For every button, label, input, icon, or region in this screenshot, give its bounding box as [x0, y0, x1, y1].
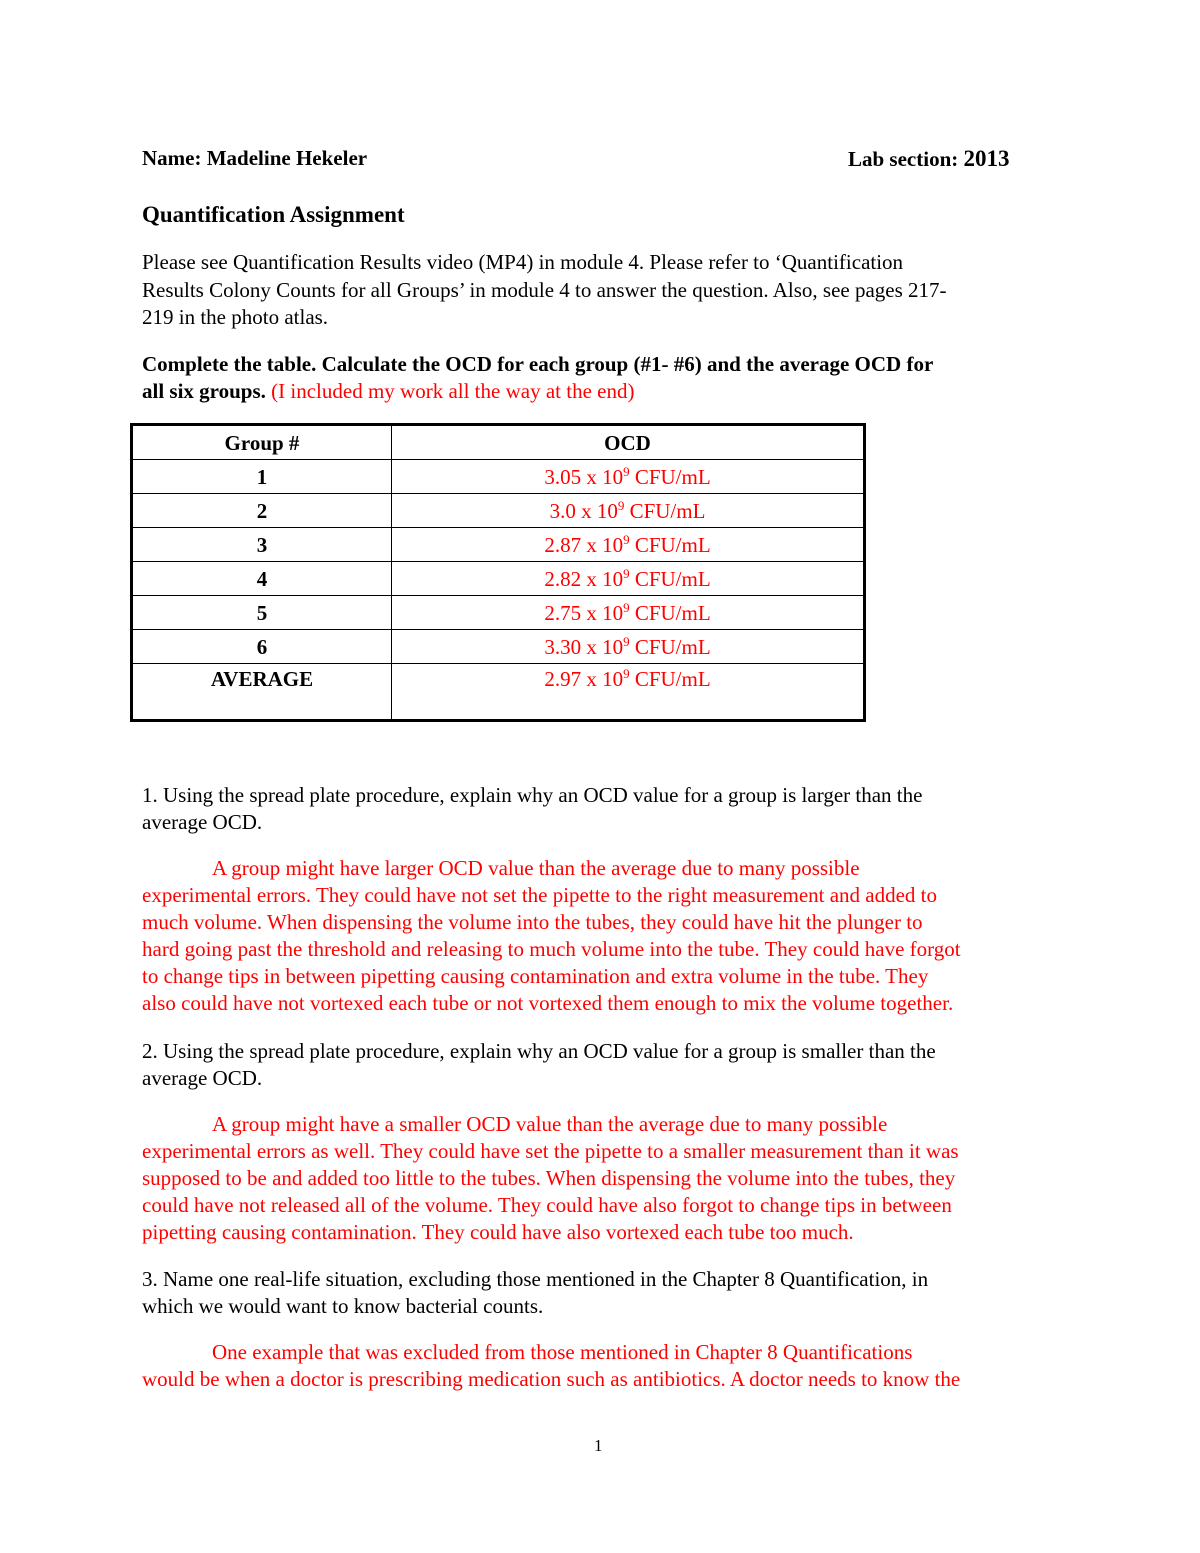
table-row — [132, 460, 865, 494]
ocd-cell — [392, 528, 865, 562]
ocd-unit: CFU/mL — [629, 532, 711, 557]
answer-line: A group might have larger OCD value than the average due to many possible — [212, 856, 860, 880]
ocd-exponent: 9 — [623, 633, 630, 649]
ocd-mantissa: 3.05 x 10 — [544, 464, 624, 489]
ocd-unit: CFU/mL — [629, 566, 711, 591]
student-name: Name: Madeline Hekeler — [142, 146, 368, 170]
question-line: average OCD. — [142, 810, 263, 834]
group-cell: AVERAGE — [132, 664, 392, 721]
ocd-cell — [392, 494, 865, 528]
lab-section-value: 2013 — [963, 146, 1010, 171]
question-line: 3. Name one real-life situation, excluding those mentioned in the Chapter 8 Quantification, in — [142, 1267, 929, 1291]
lab-section — [848, 146, 1010, 172]
group-cell: 5 — [132, 596, 392, 630]
table-row-average — [132, 664, 865, 721]
question-line: 1. Using the spread plate procedure, explain why an OCD value for a group is larger than the — [142, 783, 923, 807]
answer-line: A group might have a smaller OCD value than the average due to many possible — [212, 1112, 888, 1136]
ocd-mantissa: 2.97 x 10 — [544, 667, 624, 691]
instructions-note: (I included my work all the way at the end) — [271, 379, 635, 403]
lab-section-label: Lab section: — [848, 147, 964, 171]
instructions-bold: all six groups. — [142, 379, 272, 403]
question-line: which we would want to know bacterial counts. — [142, 1294, 544, 1318]
ocd-mantissa: 3.0 x 10 — [549, 498, 618, 523]
ocd-exponent: 9 — [623, 531, 630, 547]
group-cell: 6 — [132, 630, 392, 664]
group-cell: 2 — [132, 494, 392, 528]
intro-line: Results Colony Counts for all Groups’ in module 4 to answer the question. Also, see pages 217- — [142, 278, 947, 302]
ocd-cell — [392, 460, 865, 494]
instructions-line: Complete the table. Calculate the OCD for each group (#1- #6) and the average OCD for — [142, 352, 934, 376]
group-cell: 3 — [132, 528, 392, 562]
ocd-table — [130, 423, 866, 722]
ocd-unit: CFU/mL — [624, 498, 706, 523]
ocd-unit: CFU/mL — [629, 464, 711, 489]
page-number: 1 — [594, 1436, 603, 1455]
table-row — [132, 494, 865, 528]
group-cell: 1 — [132, 460, 392, 494]
question-line: 2. Using the spread plate procedure, explain why an OCD value for a group is smaller than the — [142, 1039, 936, 1063]
answer-line: experimental errors. They could have not set the pipette to the right measurement and added to — [142, 883, 938, 907]
ocd-mantissa: 2.82 x 10 — [544, 566, 624, 591]
table-row — [132, 596, 865, 630]
header-ocd: OCD — [392, 425, 865, 460]
ocd-exponent: 9 — [623, 599, 630, 615]
answer-line: experimental errors as well. They could have set the pipette to a smaller measurement than it was — [142, 1139, 959, 1163]
intro-line: 219 in the photo atlas. — [142, 305, 329, 329]
ocd-cell — [392, 596, 865, 630]
table-row — [132, 528, 865, 562]
intro-line: Please see Quantification Results video (MP4) in module 4. Please refer to ‘Quantification — [142, 250, 904, 274]
answer-line: much volume. When dispensing the volume into the tubes, they could have hit the plunger to — [142, 910, 923, 934]
answer-line: pipetting causing contamination. They could have also vortexed each tube too much. — [142, 1220, 854, 1244]
table-row — [132, 562, 865, 596]
ocd-mantissa: 3.30 x 10 — [544, 634, 624, 659]
ocd-exponent: 9 — [623, 666, 630, 681]
group-cell: 4 — [132, 562, 392, 596]
table-row — [132, 630, 865, 664]
answer-line: also could have not vortexed each tube or not vortexed them enough to mix the volume together. — [142, 991, 954, 1015]
answer-line: would be when a doctor is prescribing medication such as antibiotics. A doctor needs to know the — [142, 1367, 961, 1391]
ocd-cell — [392, 630, 865, 664]
document-title: Quantification Assignment — [142, 202, 405, 227]
ocd-unit: CFU/mL — [629, 634, 711, 659]
answer-line: One example that was excluded from those mentioned in Chapter 8 Quantifications — [212, 1340, 913, 1364]
ocd-cell — [392, 664, 865, 721]
ocd-exponent: 9 — [617, 497, 625, 513]
ocd-unit: CFU/mL — [629, 600, 711, 625]
answer-line: supposed to be and added too little to the tubes. When dispensing the volume into the tubes, they — [142, 1166, 956, 1190]
ocd-mantissa: 2.75 x 10 — [544, 600, 624, 625]
answer-line: hard going past the threshold and releasing to much volume into the tube. They could have forgot — [142, 937, 961, 961]
answer-line: to change tips in between pipetting causing contamination and extra volume in the tube. They — [142, 964, 929, 988]
ocd-exponent: 9 — [623, 565, 630, 581]
table-header-row — [132, 425, 865, 460]
ocd-mantissa: 2.87 x 10 — [544, 532, 624, 557]
answer-line: could have not released all of the volume. They could have also forgot to change tips in between — [142, 1193, 952, 1217]
instructions-line — [142, 378, 634, 405]
question-line: average OCD. — [142, 1066, 263, 1090]
ocd-unit: CFU/mL — [629, 667, 711, 691]
ocd-exponent: 9 — [623, 463, 630, 479]
ocd-cell — [392, 562, 865, 596]
header-group: Group # — [132, 425, 392, 460]
